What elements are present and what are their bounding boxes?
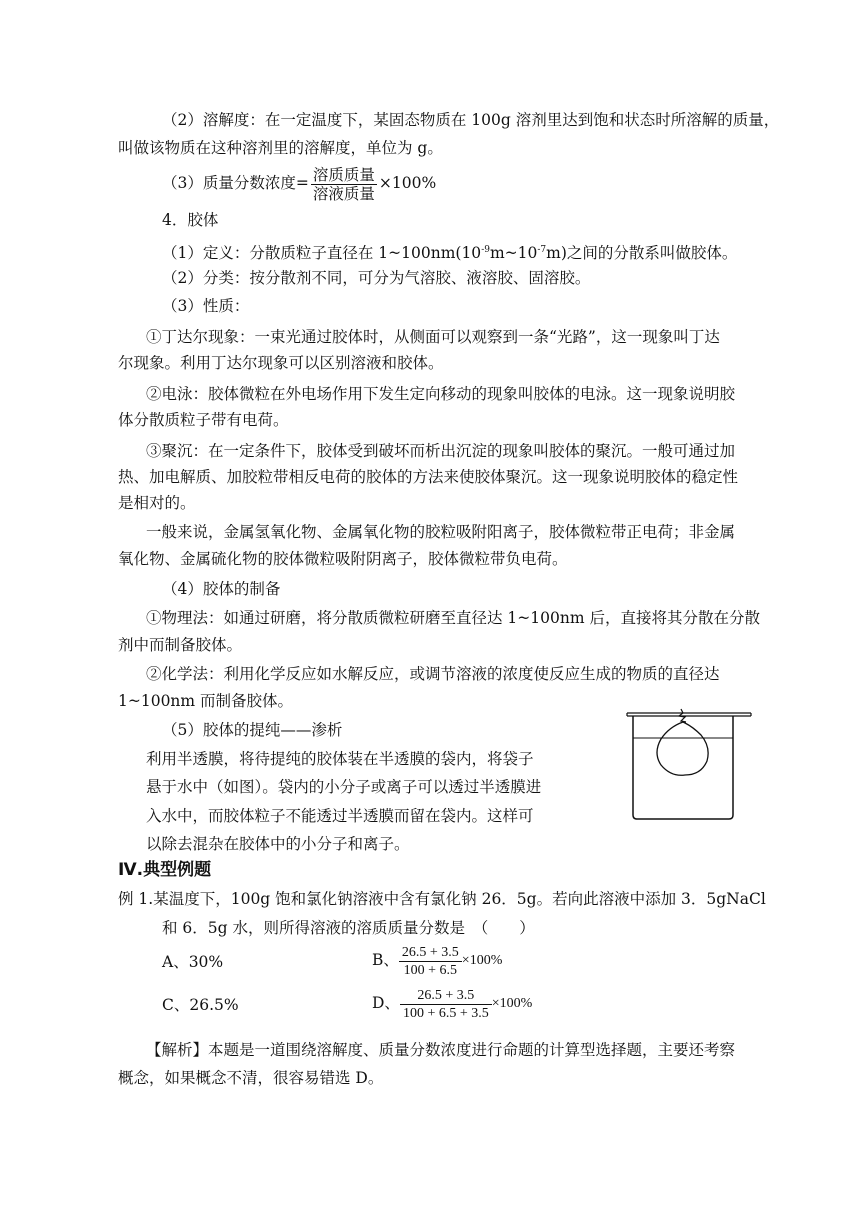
option-d-label: D、 (372, 994, 400, 1012)
option-b-label: B、 (372, 951, 399, 969)
option-c: C、26.5% (162, 996, 239, 1014)
dialysis-line-4: 以除去混杂在胶体中的小分子和离子。 (146, 835, 410, 853)
option-b (372, 940, 502, 981)
tyndall-line-1: ①丁达尔现象：一束光通过胶体时，从侧面可以观察到一条“光路”，这一现象叫丁达 (146, 328, 720, 346)
dialysis-line-1: 利用半透膜，将待提纯的胶体装在半透膜的袋内，将袋子 (146, 750, 534, 768)
electrophoresis-line-2: 体分散质粒子带有电荷。 (118, 411, 289, 429)
formula-prefix: （3）质量分数浓度= (162, 174, 309, 192)
option-d-fraction (400, 987, 492, 1022)
option-d-tail: ×100% (491, 996, 533, 1011)
solubility-line-2: 叫做该物质在这种溶剂里的溶解度，单位为 g。 (118, 139, 443, 157)
option-b-numerator: 26.5 + 3.5 (399, 944, 462, 962)
formula-suffix: ×100% (378, 174, 437, 192)
definition-text-mid: m~10 (489, 244, 538, 263)
tyndall-line-2: 尔现象。利用丁达尔现象可以区别溶液和胶体。 (118, 354, 444, 372)
option-b-tail: ×100% (461, 953, 503, 968)
formula-numerator: 溶质质量 (312, 165, 375, 184)
purification-heading: （5）胶体的提纯——渗析 (162, 721, 343, 739)
dialysis-line-2: 悬于水中（如图）。袋内的小分子或离子可以透过半透膜进 (146, 778, 542, 796)
mass-fraction-formula (162, 163, 436, 203)
coagulation-line-2: 热、加电解质、加胶粒带相反电荷的胶体的方法来使胶体聚沉。这一现象说明胶体的稳定性 (118, 468, 739, 486)
analysis-line-1: 【解析】本题是一道围绕溶解度、质量分数浓度进行命题的计算型选择题，主要还考察 (146, 1041, 736, 1059)
coagulation-line-1: ③聚沉：在一定条件下，胶体受到破坏而析出沉淀的现象叫胶体的聚沉。一般可通过加 (146, 442, 736, 460)
dialysis-line-3: 入水中，而胶体粒子不能透过半透膜而留在袋内。这样可 (146, 807, 534, 825)
option-b-denominator: 100 + 6.5 (403, 962, 458, 978)
option-d-denominator: 100 + 6.5 + 3.5 (402, 1005, 489, 1021)
electrophoresis-line-1: ②电泳：胶体微粒在外电场作用下发生定向移动的现象叫胶体的电泳。这一现象说明胶 (146, 385, 736, 403)
formula-denominator: 溶液质量 (312, 184, 375, 203)
dialysis-beaker-icon (625, 703, 755, 823)
preparation-heading: （4）胶体的制备 (162, 580, 281, 598)
solubility-line-1: （2）溶解度：在一定温度下，某固态物质在 100g 溶剂里达到饱和状态时所溶解的质量， (162, 111, 780, 129)
properties-heading: （3）性质： (162, 297, 250, 315)
coagulation-line-3: 是相对的。 (118, 494, 196, 512)
physical-method-line-2: 剂中而制备胶体。 (118, 636, 243, 654)
general-charge-line-2: 氧化物、金属硫化物的胶体微粒吸附阴离子，胶体微粒带负电荷。 (118, 550, 568, 568)
physical-method-line-1: ①物理法：如通过研磨，将分散质微粒研磨至直径达 1~100nm 后，直接将其分散在分散 (146, 609, 760, 627)
section-iv-heading: Ⅳ.典型例题 (118, 860, 212, 880)
example-1-line-1: 例 1.某温度下，100g 饱和氯化钠溶液中含有氯化钠 26．5g。若向此溶液中添加 3．5gNaCl (118, 890, 766, 908)
analysis-line-2: 概念，如果概念不清，很容易错选 D。 (118, 1069, 384, 1087)
example-1-line-2: 和 6．5g 水，则所得溶液的溶质质量分数是 （ ） (162, 919, 535, 937)
heading-colloid: 4．胶体 (162, 211, 219, 229)
chemical-method-line-2: 1~100nm 而制备胶体。 (118, 692, 294, 710)
option-d-numerator: 26.5 + 3.5 (400, 987, 492, 1005)
option-d (372, 983, 532, 1024)
definition-text: （1）定义：分散质粒子直径在 1~100nm(10 (162, 244, 482, 263)
definition-exponent-2: -7 (537, 245, 547, 255)
chemical-method-line-1: ②化学法：利用化学反应如水解反应，或调节溶液的浓度使反应生成的物质的直径达 (146, 665, 720, 683)
definition-line (162, 240, 737, 263)
definition-text-end: m)之间的分散系叫做胶体。 (546, 244, 738, 263)
option-a: A、30% (162, 953, 224, 971)
classification-line: （2）分类：按分散剂不同，可分为气溶胶、液溶胶、固溶胶。 (162, 269, 591, 287)
option-b-fraction (399, 944, 462, 979)
general-charge-line-1: 一般来说，金属氢氧化物、金属氧化物的胶粒吸附阳离子，胶体微粒带正电荷；非金属 (146, 523, 736, 541)
definition-exponent-1: -9 (481, 245, 490, 255)
formula-fraction (311, 166, 377, 203)
